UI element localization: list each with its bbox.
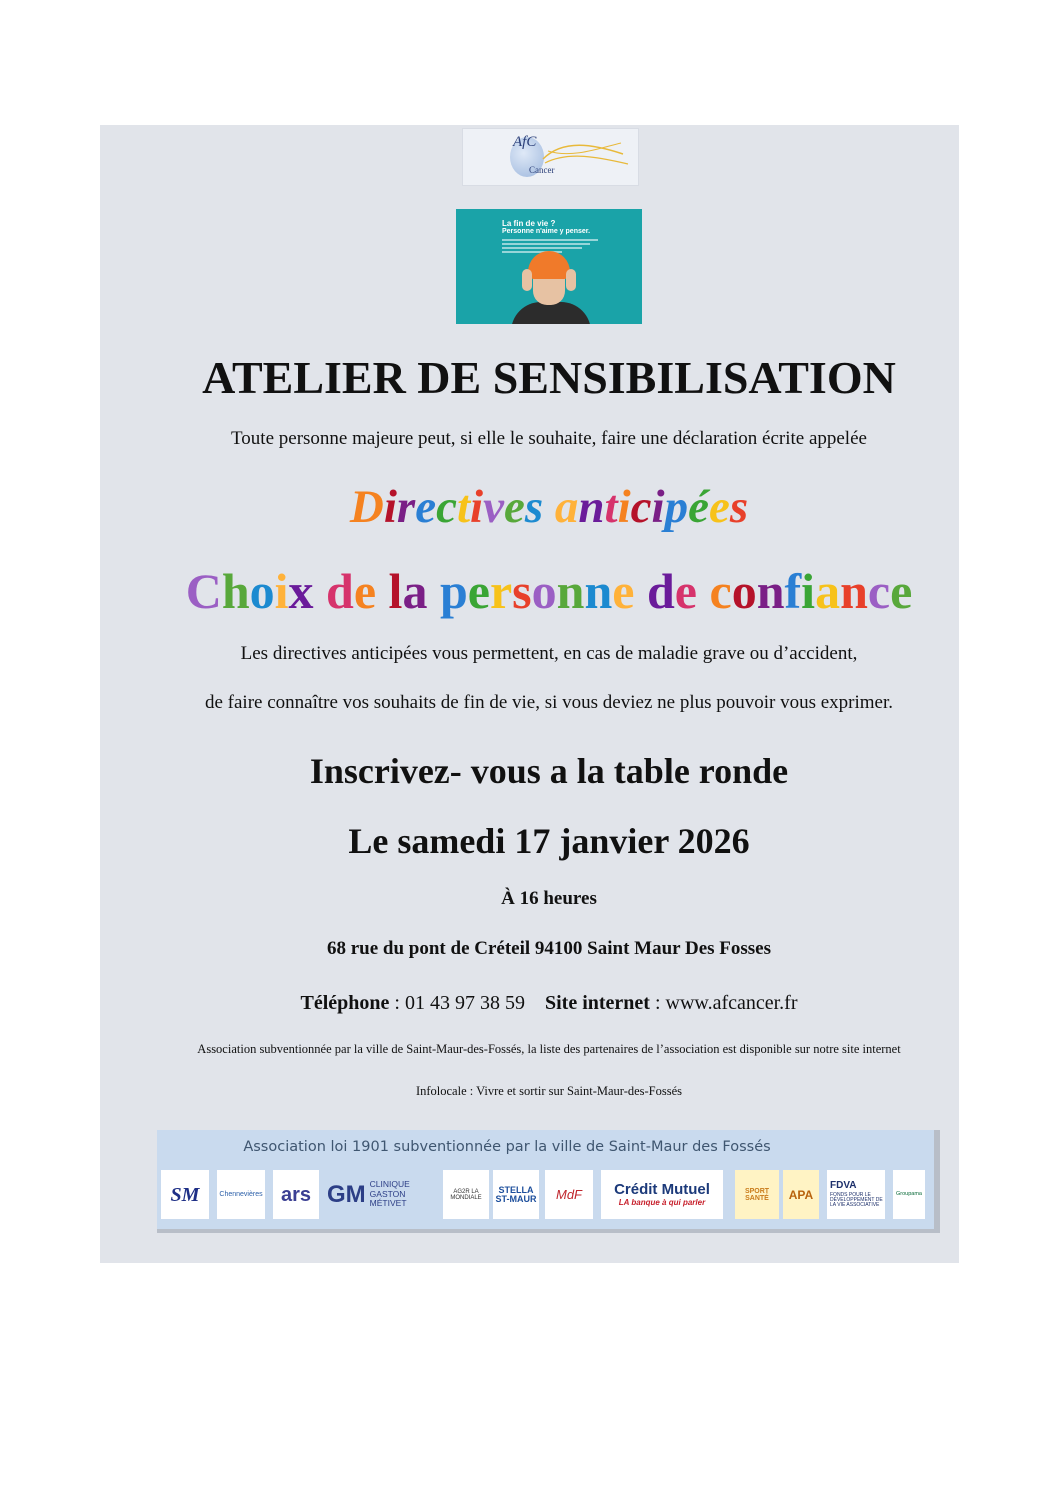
rainbow-word: confiance	[709, 563, 913, 619]
intro-text: Toute personne majeure peut, si elle le souhaite, faire une déclaration écrite appelée	[231, 428, 867, 449]
rainbow-word: personne	[439, 563, 635, 619]
partner-logo-groupama: Groupama	[893, 1170, 925, 1219]
contact-line: Téléphone : 01 43 97 38 59 Site internet : www.afcancer.fr	[300, 992, 798, 1014]
poster-line2: Personne n'aime y penser.	[502, 228, 591, 235]
logo-letters: AfC	[513, 134, 537, 150]
rainbow-word: la	[388, 563, 428, 619]
campaign-poster	[456, 209, 642, 324]
banner-title: Association loi 1901 subventionnée par la ville de Saint-Maur des Fossés	[243, 1139, 771, 1155]
poster-text-line	[502, 239, 598, 241]
page-title: ATELIER DE SENSIBILISATION	[202, 352, 896, 403]
partner-logo-clinique: GM CLINIQUE GASTON MÉTIVET	[327, 1170, 437, 1219]
person-hand	[522, 269, 532, 291]
registration-heading: Inscrivez- vous a la table ronde	[309, 751, 789, 791]
partner-logo-ars: ars	[273, 1170, 319, 1219]
partner-logo-fdva: FDVA FONDS POUR LE DÉVELOPPEMENT DE LA VIE ASSOCIATIVE	[827, 1170, 885, 1219]
logo-text: Cancer	[529, 165, 555, 175]
website-link[interactable]: www.afcancer.fr	[665, 992, 798, 1014]
partner-logo-chennevieres: Chennevières	[217, 1170, 265, 1219]
rainbow-word: Directives	[349, 481, 544, 533]
rainbow-heading-choix	[100, 562, 998, 620]
partner-logo-sm: SM	[161, 1170, 209, 1219]
rainbow-word: de	[326, 563, 377, 619]
poster-line1: La fin de vie ?	[502, 219, 556, 228]
poster-text-line	[502, 243, 590, 245]
event-time: À 16 heures	[501, 888, 597, 909]
person-hand	[566, 269, 576, 291]
partner-logo-apa: APA	[783, 1170, 819, 1219]
swoosh-icon	[463, 129, 638, 185]
person-illustration	[511, 302, 591, 324]
partner-logo-stella: STELLA ST-MAUR	[493, 1170, 539, 1219]
site-label: Site internet	[544, 992, 650, 1014]
phone-number[interactable]: 01 43 97 38 59	[404, 992, 525, 1014]
partner-logo-ag2r: AG2R LA MONDIALE	[443, 1170, 489, 1219]
event-address: 68 rue du pont de Créteil 94100 Saint Maur Des Fosses	[326, 938, 772, 959]
rainbow-word: anticipées	[554, 481, 749, 533]
partners-banner	[157, 1130, 940, 1233]
orange-hat	[528, 251, 570, 279]
association-note: Association subventionnée par la ville de Saint-Maur-des-Fossés, la liste des partenaires de l’association est disponible sur notre site internet	[197, 1042, 901, 1056]
phone-label: Téléphone	[300, 992, 390, 1014]
infolocale-note: Infolocale : Vivre et sortir sur Saint-Maur-des-Fossés	[415, 1084, 683, 1098]
body-paragraph-1: Les directives anticipées vous permettent, en cas de maladie grave ou d’accident,	[240, 643, 858, 664]
partner-logo-credit-mutuel: Crédit Mutuel LA banque à qui parler	[601, 1170, 723, 1219]
rainbow-word: Choix	[185, 563, 314, 619]
afcancer-logo	[462, 128, 639, 186]
rainbow-word: de	[646, 563, 697, 619]
event-date: Le samedi 17 janvier 2026	[348, 821, 750, 861]
body-paragraph-2: de faire connaître vos souhaits de fin de vie, si vous deviez ne plus pouvoir vous exprimer.	[204, 692, 894, 713]
partner-logo-mdf: MdF	[545, 1170, 593, 1219]
poster-text-line	[502, 247, 582, 249]
rainbow-heading-directives	[100, 480, 998, 534]
partner-logo-sport-sante: SPORT SANTÉ	[735, 1170, 779, 1219]
